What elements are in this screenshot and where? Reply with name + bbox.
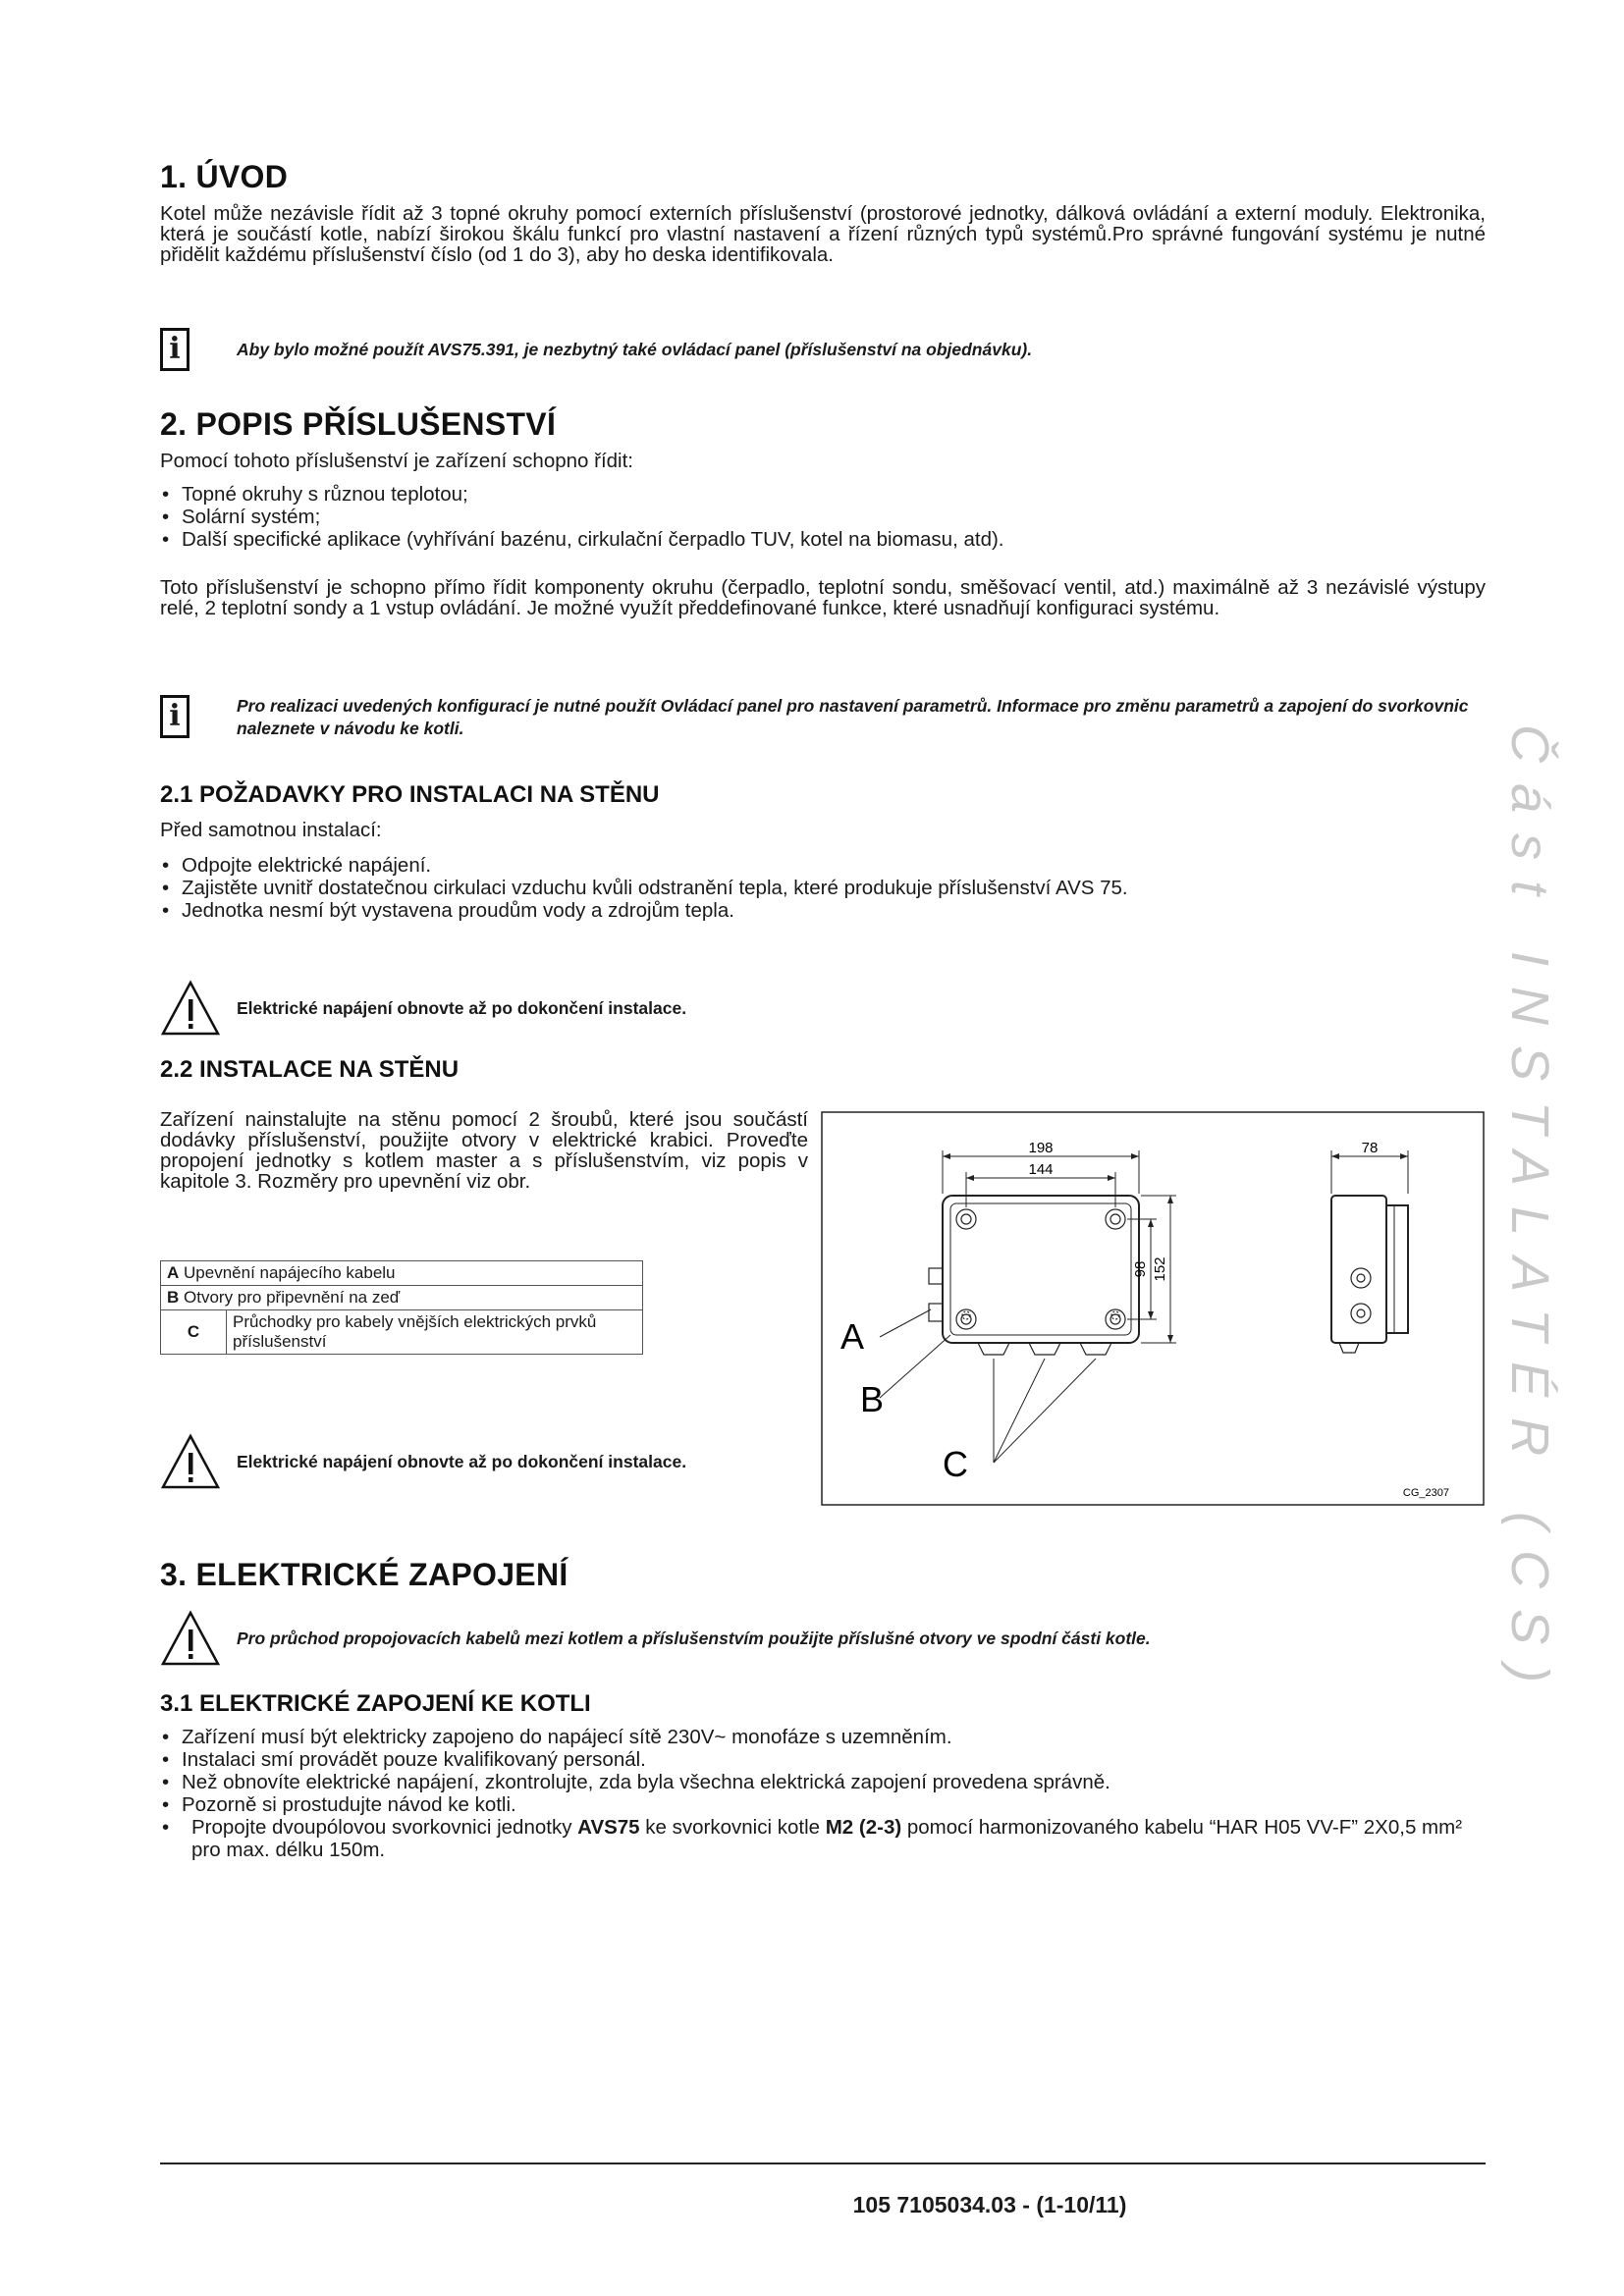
dimension-width-label: 198	[1028, 1140, 1054, 1156]
dimension-height-label: 152	[1152, 1256, 1168, 1282]
paragraph: Kotel může nezávisle řídit až 3 topné okruhy pomocí externích příslušenství (prostorové jednotky, dálková ovládání a externí moduly. Elektronika, která je součástí kotle, nabízí širokou škálu funkcí pro vlastní nastavení a řízení různých typů systémů.Pro správné fungování systému je nutné přidělit každému příslušenství číslo (od 1 do 3), aby ho deska identifikovala.	[160, 202, 1486, 266]
footer	[160, 2192, 1486, 2218]
section-intro	[160, 159, 1486, 195]
legend-table	[160, 1260, 643, 1355]
dimension-hole-spacing-label: 98	[1132, 1260, 1149, 1278]
list-item: • Pozorně si prostudujte návod ke kotli.	[160, 1793, 1486, 1816]
note-text: Aby bylo možné použít AVS75.391, je nezbytný také ovládací panel (příslušenství na objednávku).	[237, 340, 1033, 359]
requirements-intro	[160, 820, 1486, 840]
item-bold: M2 (2-3)	[825, 1816, 902, 1839]
accessory-paragraph	[160, 577, 1486, 618]
section-wall-requirements	[160, 781, 1486, 809]
list-item: • Další specifické aplikace (vyhřívání bazénu, cirkulační čerpadlo TUV, kotel na biomasu, atd).	[160, 528, 1486, 551]
warning-text: Elektrické napájení obnovte až po dokončení instalace.	[237, 1452, 687, 1471]
table-row	[161, 1310, 643, 1355]
warning-triangle-icon	[160, 980, 221, 1037]
legend-key: C	[161, 1310, 227, 1355]
item-bold: AVS75	[577, 1816, 640, 1839]
accessory-intro	[160, 451, 1486, 471]
list-item: • Odpojte elektrické napájení.	[160, 854, 1486, 877]
bullet-list	[160, 1726, 1486, 1861]
section-electrical	[160, 1557, 1486, 1593]
section-heading: 3. ELEKTRICKÉ ZAPOJENÍ	[160, 1557, 568, 1592]
subsection-heading: 2.2 INSTALACE NA STĚNU	[160, 1056, 460, 1083]
table-row	[161, 1261, 643, 1286]
list-item	[160, 1816, 1486, 1861]
info-note	[160, 695, 1486, 744]
section-accessory	[160, 406, 1486, 443]
connection-bullets	[160, 1726, 1486, 1861]
legend-key: A	[167, 1263, 180, 1282]
bullet-list	[160, 483, 1486, 551]
callout-a-label: A	[840, 1316, 865, 1357]
info-icon: i	[160, 328, 189, 371]
info-icon: i	[160, 695, 189, 738]
section-wall-installation	[160, 1056, 1486, 1084]
dimension-holes-label: 144	[1028, 1161, 1054, 1178]
legend-key: B	[167, 1288, 180, 1307]
warning-note	[160, 980, 1486, 1041]
list-item: • Instalaci smí provádět pouze kvalifikovaný personál.	[160, 1748, 1486, 1771]
list-item: • Než obnovíte elektrické napájení, zkontrolujte, zda byla všechna elektrická zapojení provedena správně.	[160, 1771, 1486, 1793]
subsection-heading: 2.1 POŽADAVKY PRO INSTALACI NA STĚNU	[160, 781, 660, 808]
side-text: Část INSTALATÉR (CS)	[1500, 724, 1559, 1704]
legend-text: Průchodky pro kabely vnějších elektrických prvků příslušenství	[227, 1310, 643, 1355]
installation-paragraph	[160, 1109, 808, 1192]
subsection-heading: 3.1 ELEKTRICKÉ ZAPOJENÍ KE KOTLI	[160, 1690, 591, 1717]
list-item: • Jednotka nesmí být vystavena proudům vody a zdrojům tepla.	[160, 899, 1486, 922]
warning-text: Pro průchod propojovacích kabelů mezi kotlem a příslušenstvím použijte příslušné otvory ve spodní části kotle.	[237, 1629, 1151, 1648]
info-note	[160, 328, 1486, 375]
document-code: 105 7105034.03 - (1-10/11)	[852, 2192, 1127, 2217]
bullet-list	[160, 854, 1486, 922]
list-item: • Zajistěte uvnitř dostatečnou cirkulaci vzduchu kvůli odstranění tepla, které produkuje příslušenství AVS 75.	[160, 877, 1486, 899]
section-boiler-connection	[160, 1690, 1486, 1718]
paragraph: Toto příslušenství je schopno přímo řídit komponenty okruhu (čerpadlo, teplotní sondu, směšovací ventil, atd.) maximálně až 3 nezávislé výstupy relé, 2 teplotní sondy a 1 vstup ovládání. Je možné využít předdefinované funkce, které usnadňují konfiguraci systému.	[160, 576, 1486, 619]
section-heading: 1. ÚVOD	[160, 159, 289, 194]
note-text: Pro realizaci uvedených konfigurací je nutné použít Ovládací panel pro nastavení parametrů. Informace pro změnu parametrů a zapojení do svorkovnic naleznete v návodu ke kotli.	[237, 696, 1469, 738]
warning-triangle-icon	[160, 1433, 221, 1490]
warning-triangle-icon	[160, 1610, 221, 1667]
legend-text: Otvory pro připevnění na zeď	[184, 1288, 401, 1307]
section-heading: 2. POPIS PŘÍSLUŠENSTVÍ	[160, 406, 557, 442]
item-text: Propojte dvoupólovou svorkovnici jednotky	[191, 1816, 578, 1839]
list-item: • Solární systém;	[160, 506, 1486, 528]
dimension-figure	[821, 1111, 1485, 1506]
legend-text: Upevnění napájecího kabelu	[184, 1263, 396, 1282]
figure-code: CG_2307	[1402, 1487, 1449, 1499]
callout-b-label: B	[860, 1379, 885, 1419]
paragraph: Pomocí tohoto příslušenství je zařízení schopno řídit:	[160, 450, 633, 472]
paragraph: Před samotnou instalací:	[160, 819, 382, 841]
dimension-depth-label: 78	[1361, 1140, 1379, 1156]
paragraph: Zařízení nainstalujte na stěnu pomocí 2 šroubů, které jsou součástí dodávky příslušenství, použijte otvory v elektrické krabici. Proveďte propojení jednotky s kotlem master a s příslušenstvím, viz popis v kapitole 3. Rozměry pro upevnění viz obr.	[160, 1108, 808, 1193]
warning-note	[160, 1610, 1486, 1671]
side-section-label	[1500, 724, 1559, 1704]
warning-text: Elektrické napájení obnovte až po dokončení instalace.	[237, 998, 687, 1018]
intro-paragraph	[160, 203, 1486, 265]
list-item: • Zařízení musí být elektricky zapojeno do napájecí sítě 230V~ monofáze s uzemněním.	[160, 1726, 1486, 1748]
table-row	[161, 1286, 643, 1310]
item-text: ke svorkovnici kotle	[639, 1816, 826, 1839]
item-text: pomocí harmonizovaného kabelu “HAR H05 VV-F” 2X0,5 mm² pro max. délku 150m.	[191, 1816, 1463, 1861]
requirements-bullets	[160, 854, 1486, 922]
footer-divider	[160, 2163, 1486, 2164]
list-item: • Topné okruhy s různou teplotou;	[160, 483, 1486, 506]
accessory-bullets	[160, 483, 1486, 551]
callout-c-label: C	[943, 1444, 968, 1484]
